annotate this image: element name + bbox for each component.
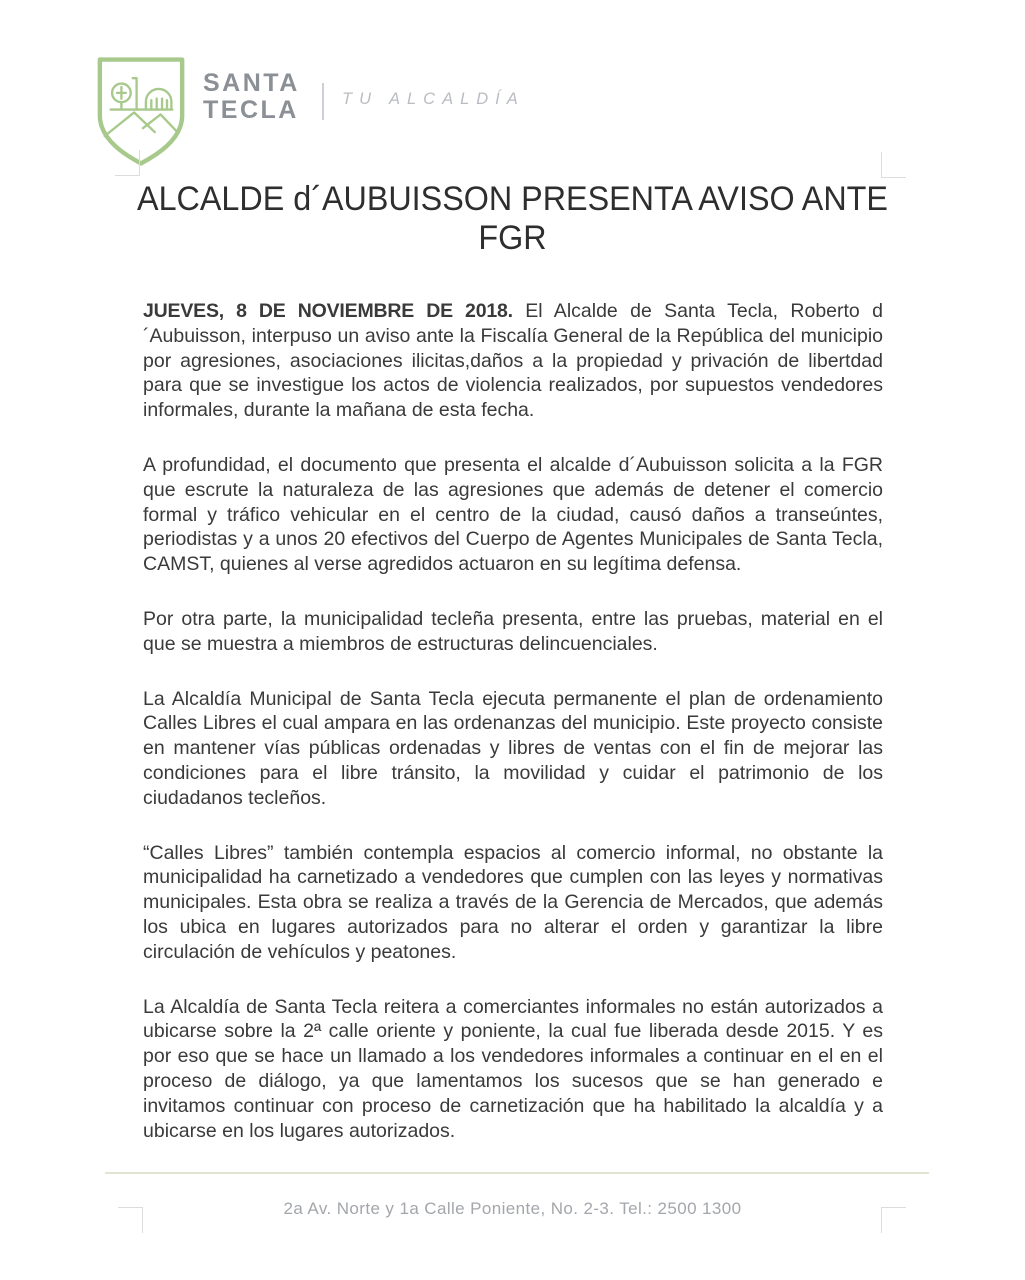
paragraph-1 <box>143 299 883 423</box>
paragraph-1-text: El Alcalde de Santa Tecla, Roberto d´Aubuisson, interpuso un aviso ante la Fiscalía General de la República del municipio por agresiones, asociaciones ilicitas,daños a la propiedad y privación de libertdad para que se investigue los actos de violencia realizados, por supuestos vendedores informales, durante la mañana de esta fecha. <box>143 300 883 422</box>
paragraph-2-text: A profundidad, el documento que presenta el alcalde d´Aubuisson solicita a la FGR que escrute la naturaleza de las agresiones que además de detener el comercio formal y tráfico vehicular en el centro de la ciudad, causó daños a transeúntes, periodistas y a unos 20 efectivos del Cuerpo de Agentes Municipales de Santa Tecla, CAMST, quienes al verse agredidos actuaron en su legítima defensa. <box>143 453 883 576</box>
brand-divider-line <box>322 83 324 120</box>
shield-icon <box>100 60 182 164</box>
paragraph-3-text: Por otra parte, la municipalidad tecleña presenta, entre las pruebas, material en el que se muestra a miembros de estructuras delincuenciales. <box>143 607 883 655</box>
lamppost-icon <box>133 78 137 109</box>
paragraph-5 <box>143 841 883 965</box>
paragraph-2 <box>143 453 883 577</box>
document-title-line1: ALCALDE d´AUBUISSON PRESENTA AVISO ANTE <box>137 180 888 218</box>
brand-line2: TECLA <box>203 96 299 124</box>
crop-mark-top-right <box>881 152 906 178</box>
dateline: JUEVES, 8 DE NOVIEMBRE DE 2018. <box>143 300 513 322</box>
footer-address: 2a Av. Norte y 1a Calle Poniente, No. 2-3. Tel.: 2500 1300 <box>283 1199 742 1218</box>
paragraph-3 <box>143 607 883 657</box>
tree-icon <box>112 84 131 110</box>
brand-tagline: TU ALCALDÍA <box>342 90 525 108</box>
santa-tecla-logo <box>92 54 190 169</box>
crop-mark-top-left <box>115 150 140 176</box>
footer-divider-line <box>105 1172 929 1174</box>
paragraph-4-text: La Alcaldía Municipal de Santa Tecla ejecuta permanente el plan de ordenamiento Calles Libres el cual ampara en las ordenanzas del municipio. Este proyecto consiste en mantener vías públicas ordenadas y libres de ventas con el fin de mejorar las condiciones para el libre tránsito, la movilidad y cuidar el patrimonio de los ciudadanos tecleños. <box>143 687 883 809</box>
brand-wordmark <box>203 70 300 124</box>
paragraph-6-text: La Alcaldía de Santa Tecla reitera a comerciantes informales no están autorizados a ubicarse sobre la 2ª calle oriente y poniente, la cual fue liberada desde 2015. Y es por eso que se hace un llamado a los vendedores informales a continuar en el en el proceso de diálogo, ya que lamentamos los sucesos que se han generado e invitamos continuar con proceso de carnetización que ha habilitado la alcaldía y a ubicarse en los lugares autorizados. <box>143 995 883 1142</box>
mountains-icon <box>105 112 178 136</box>
paragraph-5-text: “Calles Libres” también contempla espacios al comercio informal, no obstante la municipalidad ha carnetizado a vendedores que cumplen con las leyes y normativas municipales. Esta obra se realiza a través de la Gerencia de Mercados, que además los ubica en lugares autorizados para no alterar el orden y garantizar la libre circulación de vehículos y peatones. <box>143 841 883 963</box>
article-body <box>143 299 883 1173</box>
document-title-line2: FGR <box>478 219 547 257</box>
paragraph-4 <box>143 687 883 811</box>
brand-line1: SANTA <box>203 69 300 97</box>
dome-building-icon <box>146 89 171 110</box>
document-title <box>26 180 1000 258</box>
paragraph-6 <box>143 995 883 1144</box>
shield-outline <box>100 60 182 164</box>
